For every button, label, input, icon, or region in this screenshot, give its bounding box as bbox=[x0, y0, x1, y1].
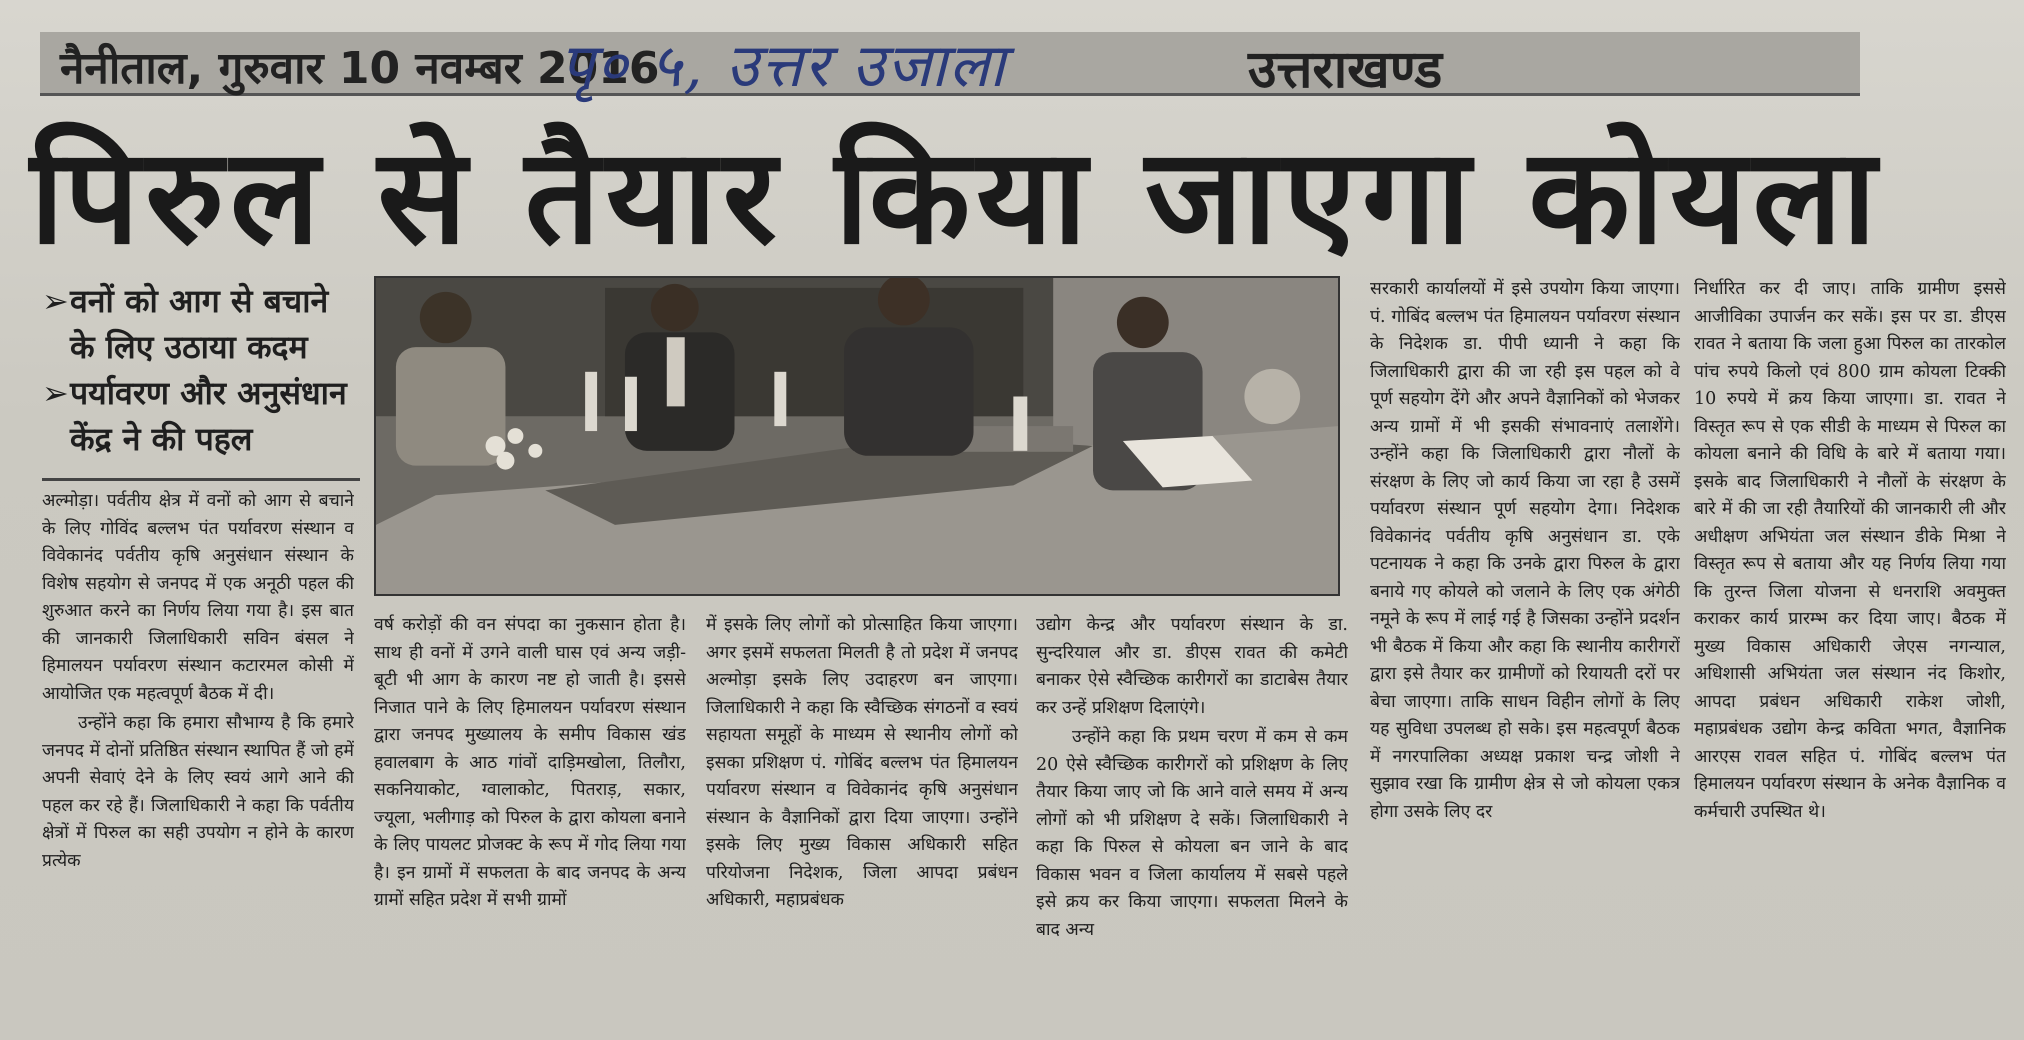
subheading-text: पर्यावरण और अनुसंधान केंद्र ने की पहल bbox=[70, 374, 347, 458]
paragraph: उन्होंने कहा कि प्रथम चरण में कम से कम 20 ऐसे स्वैच्छिक कारीगरों को प्रशिक्षण के लिए तैयार किया जाए जो कि आने वाले समय में अन्य लोगों को भी प्रशिक्षण दे सकें। जिलाधिकारी ने कहा कि पिरुल से कोयला बन जाने के बाद विकास भवन व जिला कार्यालय में सबसे पहले इसे क्रय कर किया जाएगा। सफलता मिलने के बाद अन्य bbox=[1036, 727, 1348, 940]
meeting-photo bbox=[374, 276, 1340, 596]
paragraph: वर्ष करोड़ों की वन संपदा का नुकसान होता है। साथ ही वनों में उगने वाली घास एवं अन्य जड़ी-बूटी भी आग के कारण नष्ट हो जाती है। इससे निजात पाने के लिए हिमालयन पर्यावरण संस्थान द्वारा जनपद मुख्यालय के समीप विकास खंड हवालबाग के आठ गांवों दाड़िमखोला, तिलौरा, सकनियाकोट, ग्वालाकोट, पितराड़, सकार, ज्यूला, भलीगाड़ को पिरुल के द्वारा कोयला बनाने के लिए पायलट प्रोजक्ट के रूप में गोद लिया गया है। इन ग्रामों में सफलता के बाद जनपद के अन्य ग्रामों सहित प्रदेश में सभी ग्रामों bbox=[374, 615, 686, 910]
divider bbox=[42, 478, 360, 481]
subheading-item bbox=[42, 278, 360, 370]
article-column-4 bbox=[1036, 612, 1348, 1036]
section-name: उत्तराखण्ड bbox=[1248, 40, 1443, 100]
paragraph: सरकारी कार्यालयों में इसे उपयोग किया जाएगा। पं. गोबिंद बल्लभ पंत हिमालयन पर्यावरण संस्थान के निदेशक डा. पीपी ध्यानी ने कहा कि जिलाधिकारी द्वारा की जा रही इस पहल को वे पूर्ण सहयोग देंगे और अपने वैज्ञानिकों को भेजकर अन्य ग्रामों में भी इसकी संभावनाएं तलाशेंगे। उन्होंने कहा कि जिलाधिकारी द्वारा नौलों के संरक्षण के लिए जो कार्य किया जा रहा है उसमें पर्यावरण संस्थान पूर्ण सहयोग देगा। निदेशक विवेकानंद पर्वतीय कृषि अनुसंधान डा. एके पटनायक ने कहा कि उनके द्वारा पिरुल के द्वारा बनाये गए कोयले को जलाने के लिए एक अंगेठी नमूने के रूप में लाई गई है जिसका उन्होंने प्रदर्शन भी बैठक में किया और कहा कि स्थानीय कारीगरों द्वारा इसे तैयार कर ग्रामीणों को रियायती दरों पर बेचा जाएगा। ताकि साधन विहीन लोगों के लिए यह सुविधा उपलब्ध हो सके। इस महत्वपूर्ण बैठक में नगरपालिका अध्यक्ष प्रकाश चन्द्र जोशी ने सुझाव रखा कि ग्रामीण क्षेत्र से जो कोयला एकत्र होगा उसके लिए दर bbox=[1370, 279, 1680, 822]
article-column-2 bbox=[374, 612, 686, 1036]
article-column-6 bbox=[1694, 276, 2006, 1036]
headline: पिरुल से तैयार किया जाएगा कोयला bbox=[30, 120, 1883, 274]
article-column-3 bbox=[706, 612, 1018, 1036]
subheading-text: वनों को आग से बचाने के लिए उठाया कदम bbox=[70, 282, 329, 366]
handwritten-note: पृ० ५, उत्तर उजाला bbox=[560, 31, 1007, 101]
paragraph: उन्होंने कहा कि हमारा सौभाग्य है कि हमारे जनपद में दोनों प्रतिष्ठित संस्थान स्थापित हैं जो हमें अपनी सेवाएं देने के लिए स्वयं आगे आने की पहल कर रहे हैं। जिलाधिकारी ने कहा कि पर्वतीय क्षेत्रों में पिरुल का सही उपयोग न होने के कारण प्रत्येक bbox=[42, 713, 354, 871]
paragraph: में इसके लिए लोगों को प्रोत्साहित किया जाएगा। अगर इसमें सफलता मिलती है तो प्रदेश में जनपद अल्मोड़ा इसके लिए उदाहरण बन जाएगा। जिलाधिकारी ने कहा कि स्वैच्छिक संगठनों व स्वयं सहायता समूहों के माध्यम से स्थानीय लोगों को इसका प्रशिक्षण पं. गोबिंद बल्लभ पंत हिमालयन पर्यावरण संस्थान व विवेकानंद कृषि अनुसंधान संस्थान के वैज्ञानिकों द्वारा दिया जाएगा। उन्होंने इसके लिए मुख्य विकास अधिकारी सहित परियोजना निदेशक, जिला आपदा प्रबंधन अधिकारी, महाप्रबंधक bbox=[706, 615, 1018, 910]
paragraph: उद्योग केन्द्र और पर्यावरण संस्थान के डा. सुन्दरियाल और डा. डीएस रावत की कमेटी बनाकर ऐसे स्वैच्छिक कारीगरों का डाटाबेस तैयार कर उन्हें प्रशिक्षण दिलाएंगे। bbox=[1036, 615, 1348, 718]
date-line: नैनीताल, गुरुवार 10 नवम्बर 2016 bbox=[60, 43, 660, 94]
paragraph: निर्धारित कर दी जाए। ताकि ग्रामीण इससे आजीविका उपार्जन कर सकें। इस पर डा. डीएस रावत ने बताया कि जला हुआ पिरुल का तारकोल पांच रुपये किलो एवं 800 ग्राम कोयला टिक्की 10 रुपये में क्रय किया जाएगा। डा. रावत ने विस्तृत रूप से एक सीडी के माध्यम से पिरुल का कोयला बनाने की विधि के बारे में बताया गया। इसके बाद जिलाधिकारी ने नौलों के संरक्षण के बारे में की जा रही तैयारियों की जानकारी ली और अधीक्षण अभियंता जल संस्थान डीके मिश्रा ने विस्तृत रूप से बताया और यह निर्णय लिया गया कि तुरन्त जिला योजना से धनराशि अवमुक्त कराकर कार्य प्रारम्भ कर दिया जाए। बैठक में मुख्य विकास अधिकारी जेएस नगन्याल, अधिशासी अभियंता जल संस्थान नंद किशोर, आपदा प्रबंधन अधिकारी राकेश जोशी, महाप्रबंधक उद्योग केन्द्र कविता भगत, वैज्ञानिक आरएस रावल सहित पं. गोबिंद बल्लभ पंत हिमालयन पर्यावरण संस्थान के अनेक वैज्ञानिक व कर्मचारी उपस्थित थे। bbox=[1694, 279, 2006, 822]
arrow-icon: ➢ bbox=[42, 374, 69, 412]
arrow-icon: ➢ bbox=[42, 282, 69, 320]
article-column-1 bbox=[42, 488, 354, 1036]
article-column-5 bbox=[1370, 276, 1680, 1036]
paragraph: अल्मोड़ा। पर्वतीय क्षेत्र में वनों को आग से बचाने के लिए गोविंद बल्लभ पंत पर्यावरण संस्थान व विवेकानंद पर्वतीय कृषि अनुसंधान संस्थान के विशेष सहयोग से जनपद में एक अनूठी पहल की शुरुआत करने का निर्णय लिया गया है। इस बात की जानकारी जिलाधिकारी सविन बंसल ने हिमालयन पर्यावरण संस्थान कटारमल कोसी में आयोजित एक महत्वपूर्ण बैठक में दी। bbox=[42, 491, 354, 704]
subheadings bbox=[42, 278, 360, 462]
subheading-item bbox=[42, 370, 360, 462]
